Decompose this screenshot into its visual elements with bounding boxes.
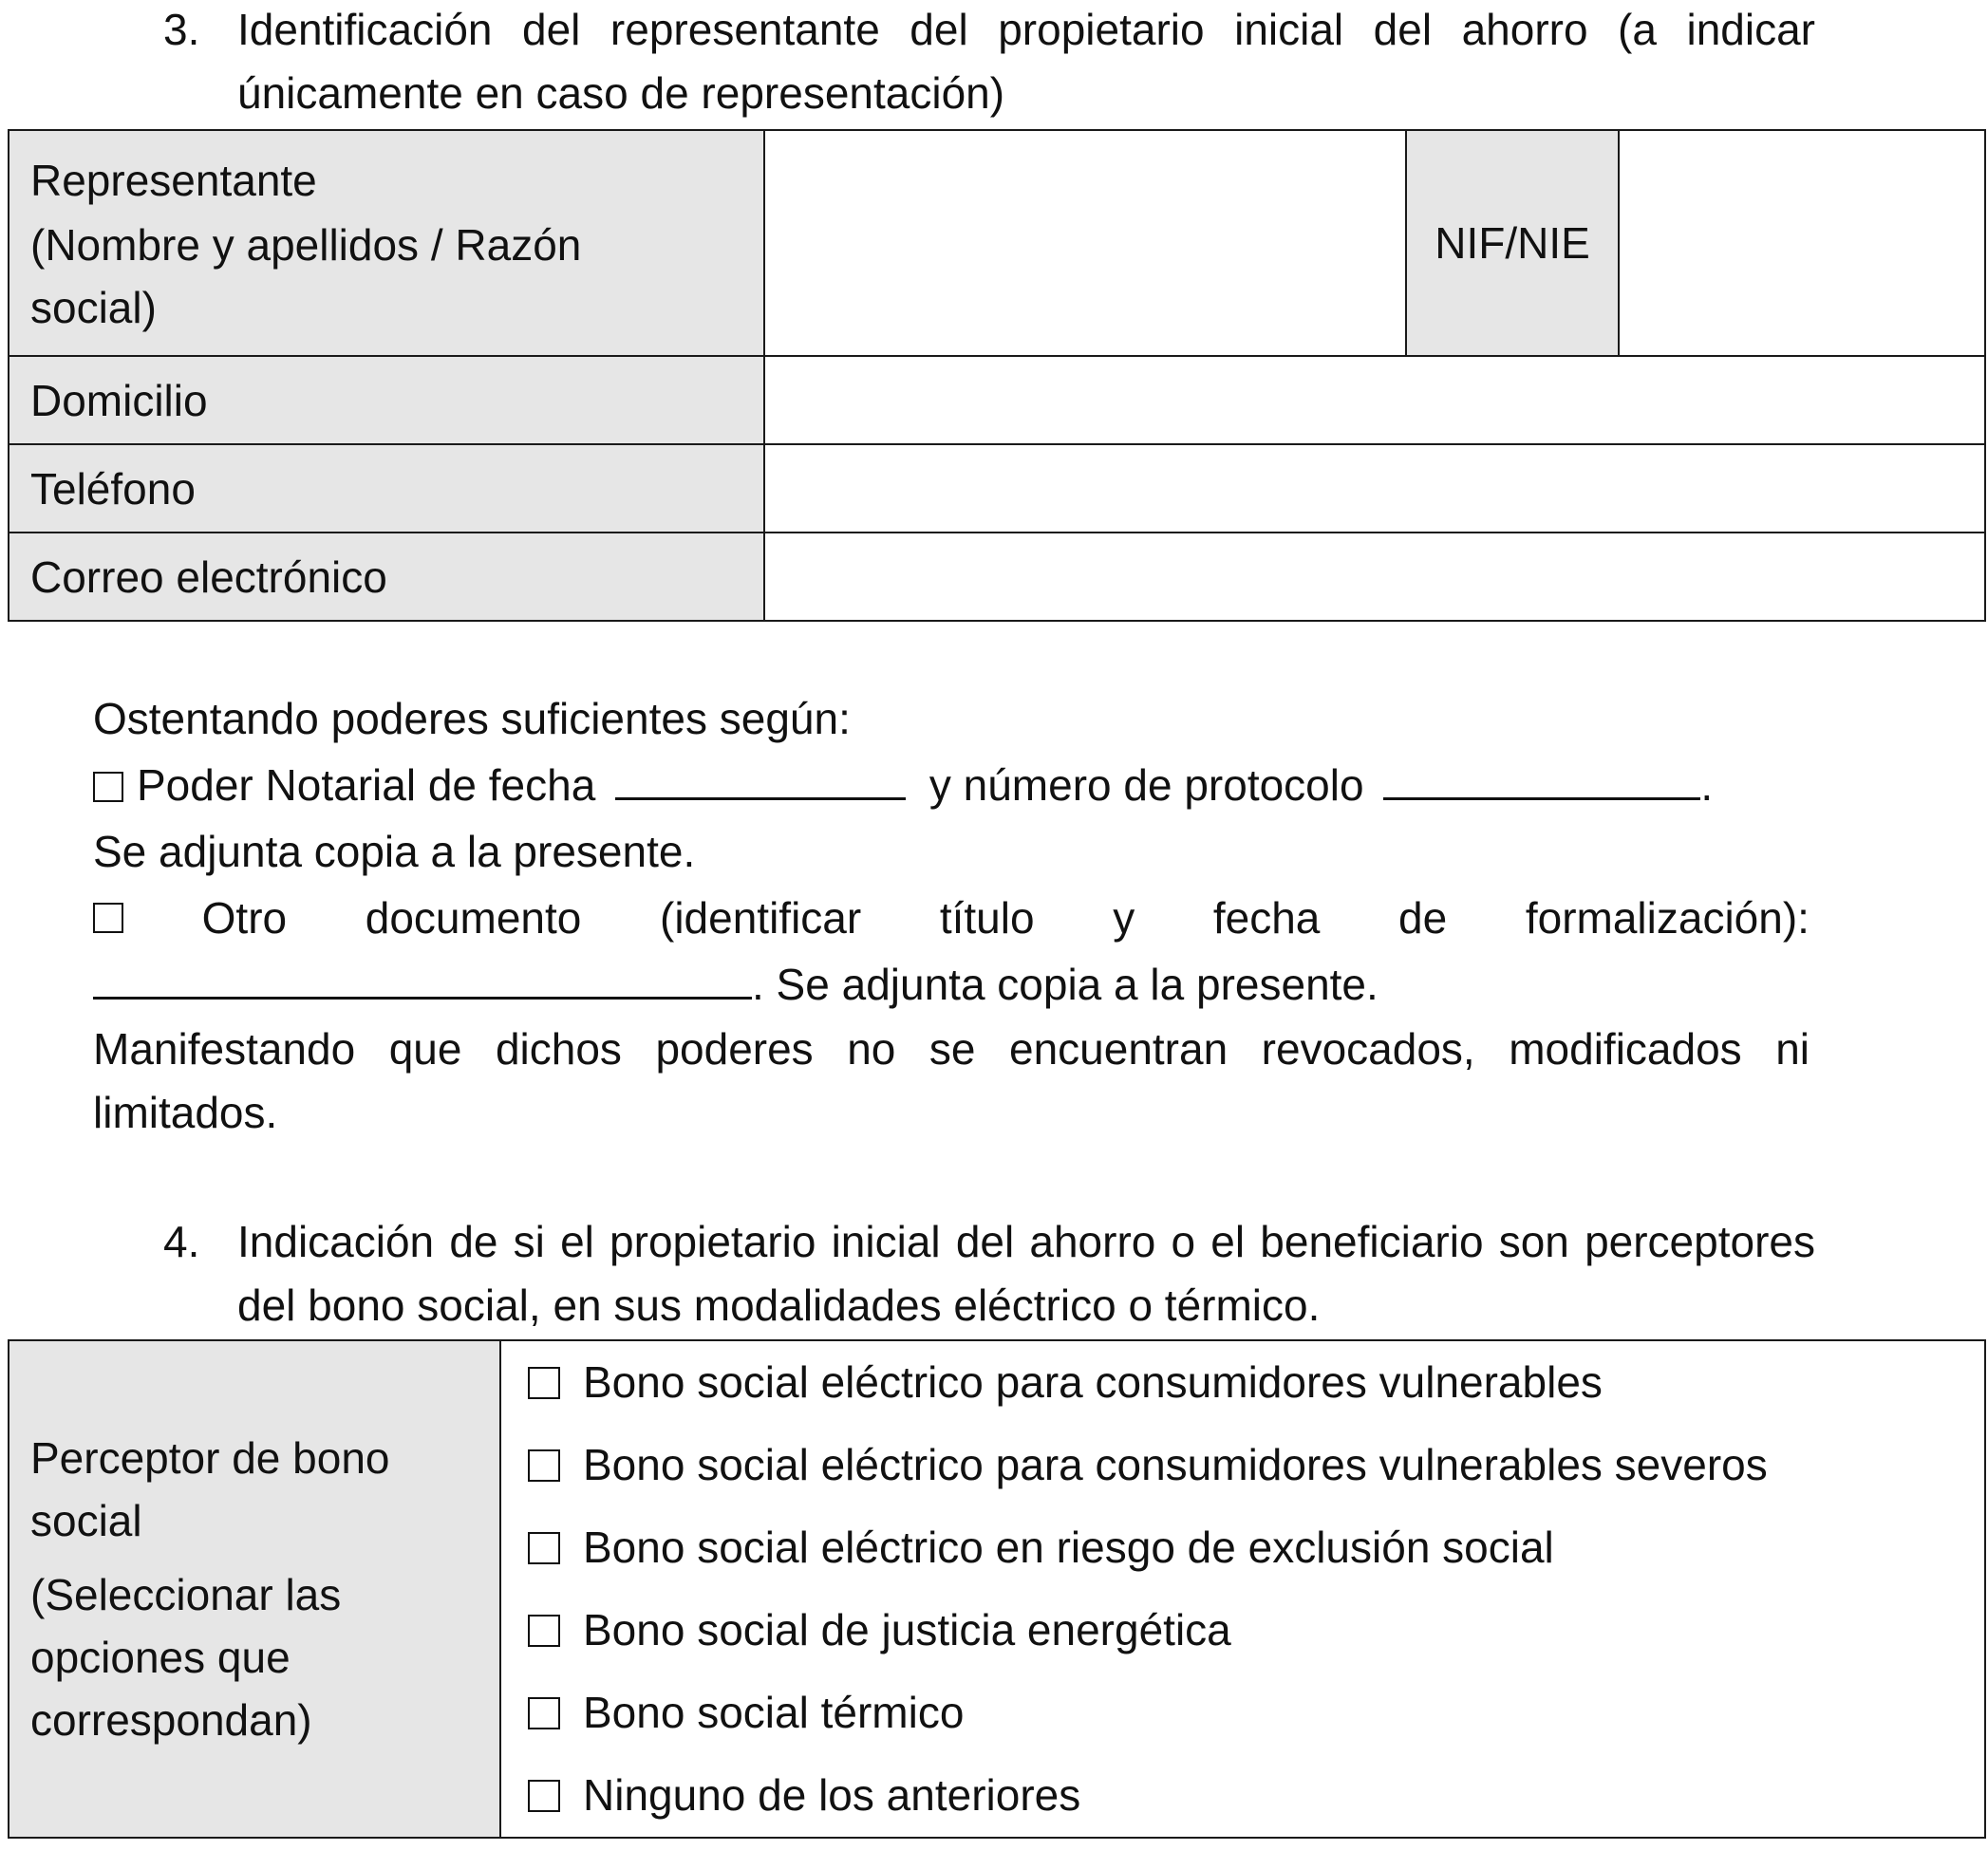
other-document-word: (identificar — [660, 893, 862, 943]
section-4-title: Indicación de si el propietario inicial del ahorro o el beneficiario son perceptores del bono social, en sus modalidades eléctrico o térmico. — [237, 1217, 1815, 1330]
bono-options-cell — [500, 1340, 1985, 1838]
other-document-word: Otro — [201, 893, 288, 943]
bono-option-checkbox[interactable] — [528, 1449, 560, 1482]
representante-sublabel: (Nombre y apellidos / Razón social) — [30, 220, 582, 332]
bono-option-label: Bono social eléctrico en riesgo de exclusión social — [583, 1523, 1554, 1572]
section-3-number: 3. — [163, 5, 200, 54]
powers-declaration: Manifestando que dichos poderes no se encuentran revocados, modificados ni limitados. — [93, 1024, 1810, 1137]
table-row — [9, 444, 1985, 533]
correo-label: Correo electrónico — [9, 533, 764, 621]
table-row — [9, 1340, 1985, 1838]
notarial-power-option — [93, 752, 1810, 818]
bono-label-cell — [9, 1340, 500, 1838]
other-document-word: formalización): — [1525, 893, 1810, 943]
nif-label: NIF/NIE — [1406, 130, 1619, 356]
bono-option-item[interactable] — [528, 1672, 1963, 1754]
section-3-title: Identificación del representante del propietario inicial del ahorro (a indicar únicamente en caso de representación) — [237, 5, 1815, 118]
representative-table — [8, 129, 1986, 622]
bono-option-checkbox[interactable] — [528, 1367, 560, 1399]
notarial-power-checkbox[interactable] — [93, 772, 123, 802]
notarial-power-end: . — [1700, 760, 1714, 810]
bono-option-checkbox[interactable] — [528, 1697, 560, 1729]
bono-option-label: Bono social de justicia energética — [583, 1605, 1231, 1654]
table-row — [9, 533, 1985, 621]
bono-option-item[interactable] — [528, 1506, 1963, 1589]
bono-social-table — [8, 1339, 1986, 1839]
nif-field[interactable] — [1619, 130, 1985, 356]
notarial-power-label: Poder Notarial de fecha — [137, 760, 596, 810]
bono-option-checkbox[interactable] — [528, 1615, 560, 1647]
domicilio-label: Domicilio — [9, 356, 764, 444]
section-4-number: 4. — [163, 1217, 200, 1266]
telefono-field[interactable] — [764, 444, 1985, 533]
bono-option-item[interactable] — [528, 1341, 1963, 1424]
other-document-word: fecha — [1212, 893, 1321, 943]
representante-label-cell — [9, 130, 764, 356]
other-document-word: y — [1113, 893, 1135, 943]
other-document-word: título — [939, 893, 1035, 943]
other-document-option — [93, 885, 1810, 951]
other-document-blank[interactable] — [93, 955, 752, 1000]
bono-label: Perceptor de bono social — [30, 1433, 390, 1545]
bono-option-label: Bono social eléctrico para consumidores vulnerables — [583, 1357, 1603, 1407]
other-document-line2 — [93, 951, 1810, 1018]
representante-field[interactable] — [764, 130, 1406, 356]
bono-options-list — [528, 1341, 1963, 1837]
domicilio-field[interactable] — [764, 356, 1985, 444]
bono-option-item[interactable] — [528, 1589, 1963, 1672]
bono-option-item[interactable] — [528, 1424, 1963, 1506]
protocol-number-label: y número de protocolo — [928, 760, 1364, 810]
bono-sublabel: (Seleccionar las opciones que correspondan) — [30, 1570, 342, 1745]
bono-option-label: Bono social térmico — [583, 1688, 965, 1737]
other-document-copy-note: . Se adjunta copia a la presente. — [752, 960, 1378, 1009]
other-document-word: documento — [365, 893, 582, 943]
powers-section — [93, 685, 1810, 1145]
powers-intro: Ostentando poderes suficientes según: — [93, 694, 851, 743]
representante-label: Representante — [30, 156, 317, 205]
protocol-number-blank[interactable] — [1383, 756, 1700, 800]
section-3-heading — [163, 0, 1815, 125]
correo-field[interactable] — [764, 533, 1985, 621]
section-4-heading — [163, 1210, 1815, 1337]
bono-option-checkbox[interactable] — [528, 1780, 560, 1812]
bono-option-label: Ninguno de los anteriores — [583, 1770, 1081, 1820]
other-document-word: de — [1398, 893, 1448, 943]
telefono-label: Teléfono — [9, 444, 764, 533]
other-document-checkbox[interactable] — [93, 903, 123, 933]
notarial-date-blank[interactable] — [615, 756, 906, 800]
bono-option-item[interactable] — [528, 1754, 1963, 1837]
notarial-power-copy-note: Se adjunta copia a la presente. — [93, 827, 696, 876]
table-row — [9, 356, 1985, 444]
table-row — [9, 130, 1985, 356]
bono-option-label: Bono social eléctrico para consumidores vulnerables severos — [583, 1440, 1768, 1489]
bono-option-checkbox[interactable] — [528, 1532, 560, 1564]
